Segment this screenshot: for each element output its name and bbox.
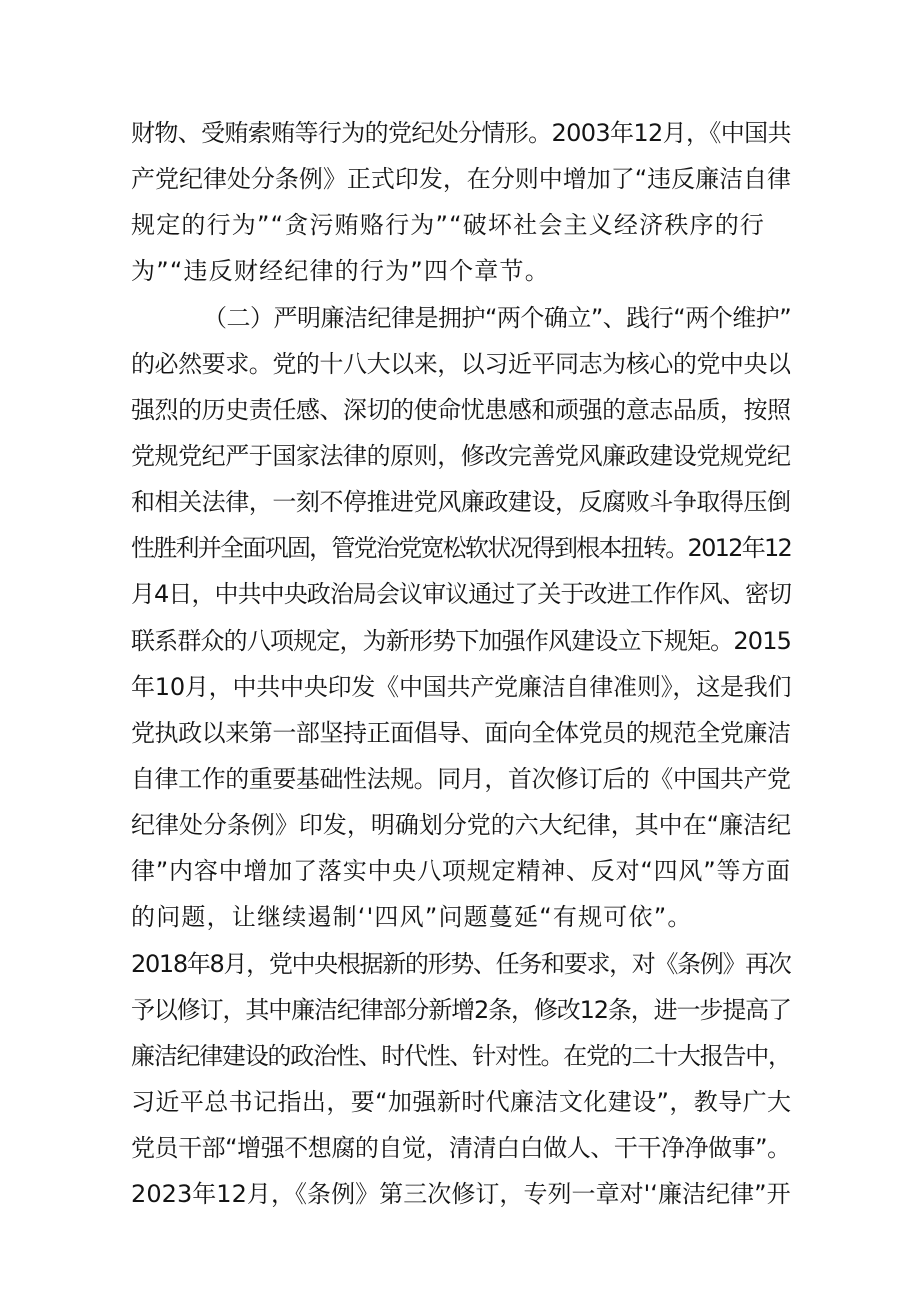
text-line: 2018年8月，党中央根据新的形势、任务和要求，对《条例》再次 — [131, 950, 791, 978]
text-line: 律”内容中增加了落实中央八项规定精神、反对“四风”等方面 — [131, 857, 791, 885]
text-line: 自律工作的重要基础性法规。同月，首次修订后的《中国共产党 — [131, 765, 791, 793]
text-line: 月4日，中共中央政治局会议审议通过了关于改进工作作风、密切 — [131, 580, 791, 608]
section-heading-line: （二）严明廉洁纪律是拥护“两个确立”、践行“两个维护” — [203, 304, 791, 332]
text-line: 党员干部“增强不想腐的自觉，清清白白做人、干干净净做事”。 — [131, 1134, 791, 1162]
text-line: 年10月，中共中央印发《中国共产党廉洁自律准则》，这是我们 — [131, 673, 791, 701]
text-line: 强烈的历史责任感、深切的使命忧患感和顽强的意志品质，按照 — [131, 396, 791, 424]
text-line: 的问题，让继续遏制‘'四风”问题蔓延“有规可依”。 — [131, 903, 693, 931]
text-line: 联系群众的八项规定，为新形势下加强作风建设立下规矩。2015 — [131, 627, 791, 655]
text-line: 纪律处分条例》印发，明确划分党的六大纪律，其中在“廉洁纪 — [131, 811, 791, 839]
text-line: 和相关法律，一刻不停推进党风廉政建设，反腐败斗争取得压倒 — [131, 488, 791, 516]
text-line: 党执政以来第一部坚持正面倡导、面向全体党员的规范全党廉洁 — [131, 719, 791, 747]
text-line: 为”“违反财经纪律的行为”四个章节。 — [131, 257, 550, 285]
text-line: 2023年12月，《条例》第三次修订，专列一章对'‘廉洁纪律”开 — [131, 1180, 791, 1208]
text-line: 党规党纪严于国家法律的原则，修改完善党风廉政建设党规党纪 — [131, 442, 791, 470]
text-line: 予以修订，其中廉洁纪律部分新增2条，修改12条，进一步提高了 — [131, 996, 791, 1024]
text-line: 性胜利并全面巩固，管党治党宽松软状况得到根本扭转。2012年12 — [131, 534, 791, 562]
text-line: 廉洁纪律建设的政治性、时代性、针对性。在党的二十大报告中， — [131, 1042, 791, 1070]
text-line: 财物、受贿索贿等行为的党纪处分情形。2003年12月，《中国共 — [131, 119, 791, 147]
text-line: 习近平总书记指出，要“加强新时代廉洁文化建设”，教导广大 — [131, 1088, 791, 1116]
text-line: 产党纪律处分条例》正式印发，在分则中增加了“违反廉洁自律 — [131, 165, 791, 193]
text-line: 的必然要求。党的十八大以来，以习近平同志为核心的党中央以 — [131, 350, 791, 378]
text-line: 规定的行为”“贪污贿赂行为”“破坏社会主义经济秩序的行 — [131, 211, 766, 239]
